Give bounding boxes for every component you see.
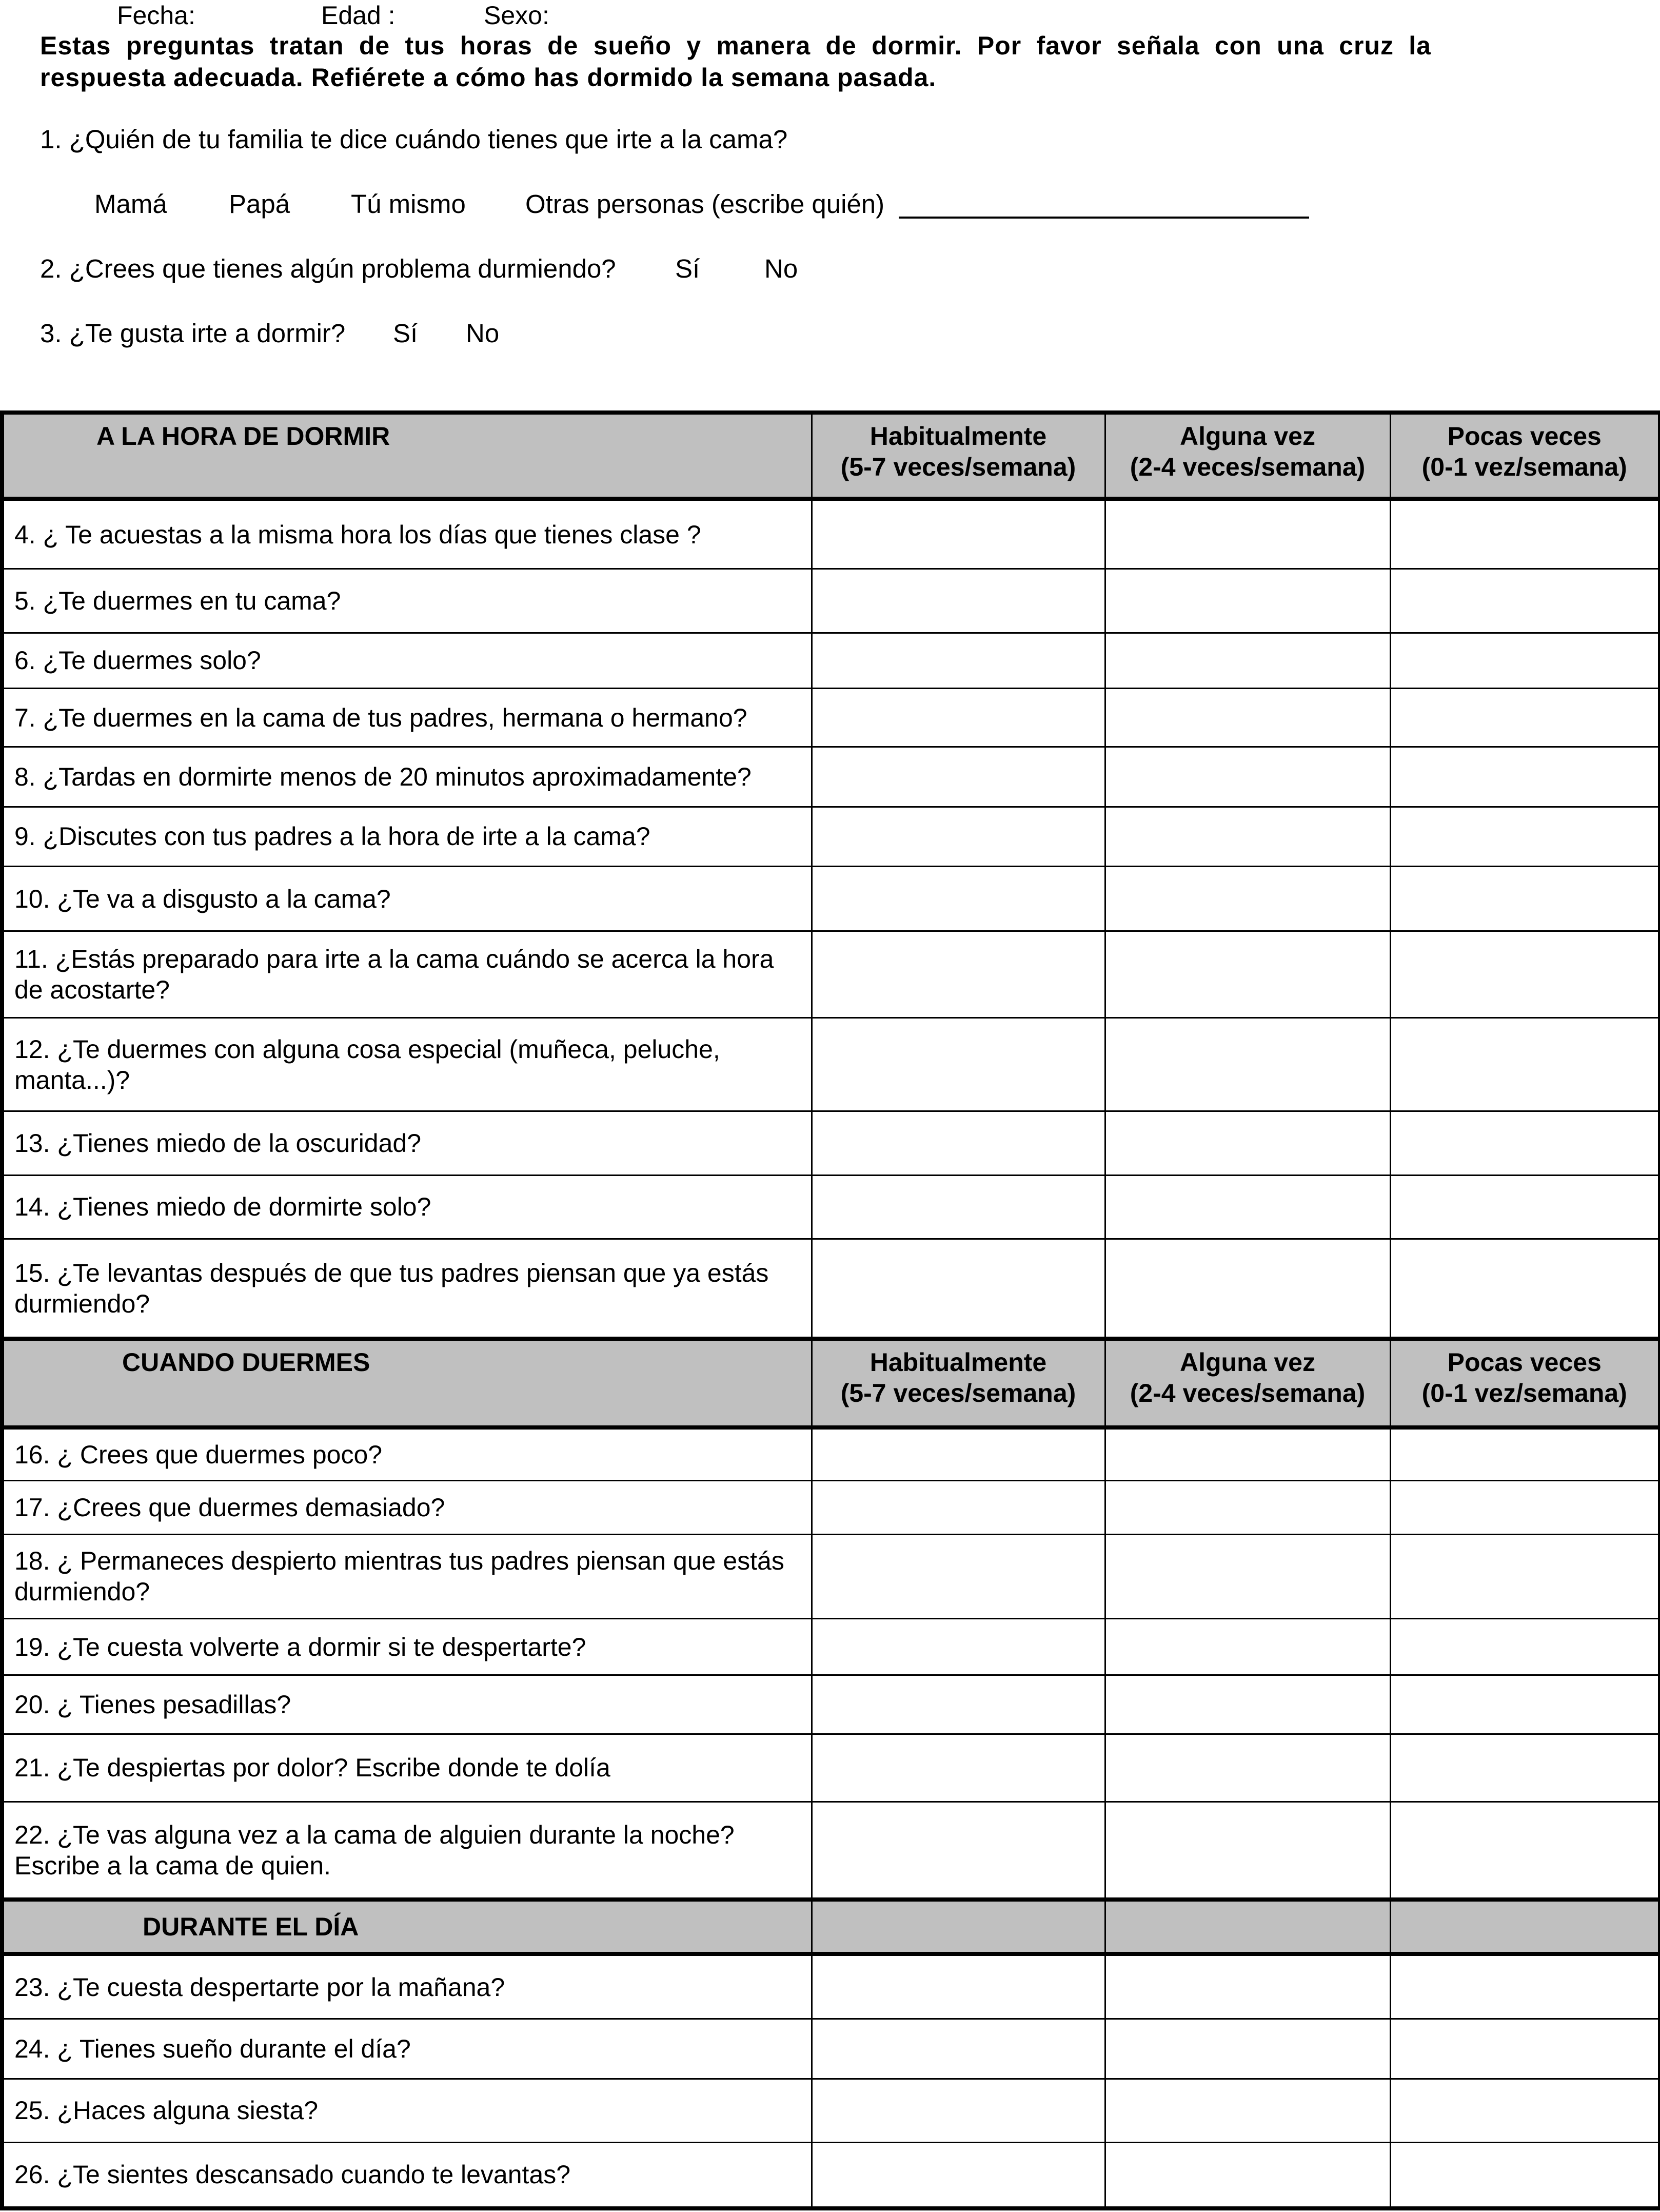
question-text: 5. ¿Te duermes en tu cama?: [2, 569, 812, 633]
question-row: [2, 2019, 1660, 2079]
question-row: [2, 688, 1660, 747]
answer-cell-pocas-veces[interactable]: [1390, 1239, 1660, 1339]
answer-cell-alguna-vez[interactable]: [1105, 1675, 1390, 1734]
freq-habitualmente-header: [812, 413, 1105, 499]
answer-cell-alguna-vez[interactable]: [1105, 569, 1390, 633]
question-row: [2, 1534, 1660, 1618]
question-row: [2, 569, 1660, 633]
answer-cell-habitualmente[interactable]: [812, 2079, 1105, 2142]
question-text: 10. ¿Te va a disgusto a la cama?: [2, 866, 812, 931]
sleep-survey-table: [0, 410, 1660, 2210]
question-text: 23. ¿Te cuesta despertarte por la mañana?: [2, 1954, 812, 2019]
question-row: [2, 1017, 1660, 1111]
answer-cell-alguna-vez[interactable]: [1105, 1111, 1390, 1175]
freq-pocas-veces-header: [1390, 1900, 1660, 1954]
question-text: 25. ¿Haces alguna siesta?: [2, 2079, 812, 2142]
freq-label: Pocas veces: [1447, 1348, 1602, 1377]
question-row: [2, 866, 1660, 931]
answer-cell-pocas-veces[interactable]: [1390, 2079, 1660, 2142]
answer-cell-pocas-veces[interactable]: [1390, 1802, 1660, 1900]
answer-cell-pocas-veces[interactable]: [1390, 633, 1660, 688]
answer-cell-pocas-veces[interactable]: [1390, 2019, 1660, 2079]
question-row: [2, 1734, 1660, 1802]
question-row: [2, 2079, 1660, 2142]
question-row: [2, 747, 1660, 807]
freq-alguna-vez-header: [1105, 413, 1390, 499]
section-header: [2, 1900, 1660, 1954]
question-text: 12. ¿Te duermes con alguna cosa especial (muñeca, peluche, manta...)?: [2, 1017, 812, 1111]
question-row: [2, 499, 1660, 569]
answer-cell-pocas-veces[interactable]: [1390, 1675, 1660, 1734]
question-text: 13. ¿Tienes miedo de la oscuridad?: [2, 1111, 812, 1175]
q2-option-si[interactable]: Sí: [675, 254, 700, 283]
question-text: 17. ¿Crees que duermes demasiado?: [2, 1481, 812, 1534]
answer-cell-alguna-vez[interactable]: [1105, 2079, 1390, 2142]
freq-range: (5-7 veces/semana): [840, 453, 1076, 481]
freq-habitualmente-header: [812, 1339, 1105, 1427]
answer-cell-pocas-veces[interactable]: [1390, 2142, 1660, 2208]
q1-option-papa[interactable]: Papá: [229, 189, 290, 219]
answer-cell-pocas-veces[interactable]: [1390, 1734, 1660, 1802]
question-row: [2, 2142, 1660, 2208]
instructions: Estas preguntas tratan de tus horas de sueño y manera de dormir. Por favor señala con una cruz la respuesta adecuada. Refiérete a cómo has dormido la semana pasada.: [40, 31, 1431, 92]
answer-cell-pocas-veces[interactable]: [1390, 1175, 1660, 1239]
answer-cell-habitualmente[interactable]: [812, 2019, 1105, 2079]
question-text: 19. ¿Te cuesta volverte a dormir si te despertarte?: [2, 1619, 812, 1675]
answer-cell-habitualmente[interactable]: [812, 2142, 1105, 2208]
answer-cell-alguna-vez[interactable]: [1105, 866, 1390, 931]
answer-cell-habitualmente[interactable]: [812, 1111, 1105, 1175]
answer-cell-alguna-vez[interactable]: [1105, 1175, 1390, 1239]
question-text: 14. ¿Tienes miedo de dormirte solo?: [2, 1175, 812, 1239]
question-text: 26. ¿Te sientes descansado cuando te levantas?: [2, 2142, 812, 2208]
answer-cell-pocas-veces[interactable]: [1390, 866, 1660, 931]
answer-cell-alguna-vez[interactable]: [1105, 807, 1390, 866]
answer-cell-alguna-vez[interactable]: [1105, 1534, 1390, 1618]
question-text: 22. ¿Te vas alguna vez a la cama de alguien durante la noche? Escribe a la cama de quien.: [2, 1802, 812, 1900]
answer-cell-pocas-veces[interactable]: [1390, 1954, 1660, 2019]
question-text: 16. ¿ Crees que duermes poco?: [2, 1427, 812, 1481]
answer-cell-alguna-vez[interactable]: [1105, 1734, 1390, 1802]
answer-cell-habitualmente[interactable]: [812, 807, 1105, 866]
answer-cell-alguna-vez[interactable]: [1105, 1239, 1390, 1339]
section-title: CUANDO DUERMES: [2, 1339, 812, 1427]
question-1: 1. ¿Quién de tu familia te dice cuándo tienes que irte a la cama?: [40, 125, 788, 154]
edad-label: Edad :: [321, 1, 396, 30]
answer-cell-habitualmente[interactable]: [812, 1619, 1105, 1675]
question-2: 2. ¿Crees que tienes algún problema durmiendo?: [40, 254, 616, 283]
q1-option-otras[interactable]: Otras personas (escribe quién): [525, 189, 885, 219]
answer-cell-habitualmente[interactable]: [812, 747, 1105, 807]
question-text: 4. ¿ Te acuestas a la misma hora los días que tienes clase ?: [2, 499, 812, 569]
question-text: 8. ¿Tardas en dormirte menos de 20 minutos aproximadamente?: [2, 747, 812, 807]
freq-alguna-vez-header: [1105, 1339, 1390, 1427]
answer-cell-pocas-veces[interactable]: [1390, 1534, 1660, 1618]
answer-cell-habitualmente[interactable]: [812, 569, 1105, 633]
answer-cell-pocas-veces[interactable]: [1390, 1111, 1660, 1175]
answer-cell-alguna-vez[interactable]: [1105, 931, 1390, 1017]
answer-cell-alguna-vez[interactable]: [1105, 1481, 1390, 1534]
answer-cell-pocas-veces[interactable]: [1390, 499, 1660, 569]
answer-cell-alguna-vez[interactable]: [1105, 633, 1390, 688]
answer-cell-habitualmente[interactable]: [812, 1675, 1105, 1734]
answer-cell-alguna-vez[interactable]: [1105, 747, 1390, 807]
question-row: [2, 1675, 1660, 1734]
freq-label: Habitualmente: [869, 422, 1047, 451]
answer-cell-habitualmente[interactable]: [812, 1175, 1105, 1239]
freq-range: (0-1 vez/semana): [1421, 453, 1627, 481]
freq-label: Alguna vez: [1180, 422, 1315, 451]
answer-cell-habitualmente[interactable]: [812, 1802, 1105, 1900]
question-row: [2, 1175, 1660, 1239]
freq-range: (2-4 veces/semana): [1130, 1379, 1366, 1408]
answer-cell-pocas-veces[interactable]: [1390, 1481, 1660, 1534]
answer-cell-habitualmente[interactable]: [812, 1017, 1105, 1111]
question-text: 18. ¿ Permaneces despierto mientras tus padres piensan que estás durmiendo?: [2, 1534, 812, 1618]
answer-cell-habitualmente[interactable]: [812, 1481, 1105, 1534]
question-row: [2, 633, 1660, 688]
section-header: [2, 413, 1660, 499]
answer-cell-habitualmente[interactable]: [812, 499, 1105, 569]
answer-cell-pocas-veces[interactable]: [1390, 1619, 1660, 1675]
answer-cell-pocas-veces[interactable]: [1390, 931, 1660, 1017]
section-header: [2, 1339, 1660, 1427]
question-text: 11. ¿Estás preparado para irte a la cama cuándo se acerca la hora de acostarte?: [2, 931, 812, 1017]
freq-pocas-veces-header: [1390, 413, 1660, 499]
answer-cell-habitualmente[interactable]: [812, 633, 1105, 688]
fecha-label: Fecha:: [117, 1, 195, 30]
q3-option-si[interactable]: Sí: [393, 319, 418, 348]
question-row: [2, 1239, 1660, 1339]
answer-cell-alguna-vez[interactable]: [1105, 1802, 1390, 1900]
answer-cell-alguna-vez[interactable]: [1105, 1954, 1390, 2019]
question-row: [2, 1111, 1660, 1175]
q3-option-no[interactable]: No: [466, 319, 500, 348]
q1-option-mama[interactable]: Mamá: [94, 189, 167, 219]
q1-option-tu-mismo[interactable]: Tú mismo: [351, 189, 466, 219]
answer-cell-alguna-vez[interactable]: [1105, 688, 1390, 747]
question-row: [2, 1427, 1660, 1481]
answer-cell-pocas-veces[interactable]: [1390, 688, 1660, 747]
answer-cell-pocas-veces[interactable]: [1390, 1017, 1660, 1111]
question-row: [2, 1954, 1660, 2019]
answer-cell-habitualmente[interactable]: [812, 931, 1105, 1017]
q1-write-in-line[interactable]: [899, 217, 1309, 219]
answer-cell-pocas-veces[interactable]: [1390, 747, 1660, 807]
answer-cell-alguna-vez[interactable]: [1105, 2019, 1390, 2079]
freq-label: Alguna vez: [1180, 1348, 1315, 1377]
answer-cell-habitualmente[interactable]: [812, 1534, 1105, 1618]
question-text: 21. ¿Te despiertas por dolor? Escribe donde te dolía: [2, 1734, 812, 1802]
answer-cell-habitualmente[interactable]: [812, 688, 1105, 747]
sexo-label: Sexo:: [484, 1, 549, 30]
question-row: [2, 1802, 1660, 1900]
answer-cell-pocas-veces[interactable]: [1390, 807, 1660, 866]
q2-option-no[interactable]: No: [764, 254, 798, 283]
freq-label: Pocas veces: [1447, 422, 1602, 451]
answer-cell-alguna-vez[interactable]: [1105, 1427, 1390, 1481]
question-text: 6. ¿Te duermes solo?: [2, 633, 812, 688]
answer-cell-habitualmente[interactable]: [812, 1954, 1105, 2019]
answer-cell-habitualmente[interactable]: [812, 1734, 1105, 1802]
freq-pocas-veces-header: [1390, 1339, 1660, 1427]
answer-cell-pocas-veces[interactable]: [1390, 569, 1660, 633]
question-row: [2, 807, 1660, 866]
freq-habitualmente-header: [812, 1900, 1105, 1954]
question-row: [2, 1481, 1660, 1534]
answer-cell-alguna-vez[interactable]: [1105, 499, 1390, 569]
question-text: 7. ¿Te duermes en la cama de tus padres, hermana o hermano?: [2, 688, 812, 747]
freq-alguna-vez-header: [1105, 1900, 1390, 1954]
answer-cell-habitualmente[interactable]: [812, 1427, 1105, 1481]
answer-cell-habitualmente[interactable]: [812, 1239, 1105, 1339]
section-title: A LA HORA DE DORMIR: [2, 413, 812, 499]
section-title: DURANTE EL DÍA: [2, 1900, 812, 1954]
answer-cell-habitualmente[interactable]: [812, 866, 1105, 931]
question-text: 15. ¿Te levantas después de que tus padres piensan que ya estás durmiendo?: [2, 1239, 812, 1339]
freq-label: Habitualmente: [869, 1348, 1047, 1377]
freq-range: (5-7 veces/semana): [840, 1379, 1076, 1408]
question-text: 20. ¿ Tienes pesadillas?: [2, 1675, 812, 1734]
question-text: 9. ¿Discutes con tus padres a la hora de irte a la cama?: [2, 807, 812, 866]
answer-cell-pocas-veces[interactable]: [1390, 1427, 1660, 1481]
question-text: 24. ¿ Tienes sueño durante el día?: [2, 2019, 812, 2079]
answer-cell-alguna-vez[interactable]: [1105, 1619, 1390, 1675]
question-3: 3. ¿Te gusta irte a dormir?: [40, 319, 346, 348]
answer-cell-alguna-vez[interactable]: [1105, 2142, 1390, 2208]
question-row: [2, 931, 1660, 1017]
freq-range: (2-4 veces/semana): [1130, 453, 1366, 481]
freq-range: (0-1 vez/semana): [1421, 1379, 1627, 1408]
question-row: [2, 1619, 1660, 1675]
answer-cell-alguna-vez[interactable]: [1105, 1017, 1390, 1111]
